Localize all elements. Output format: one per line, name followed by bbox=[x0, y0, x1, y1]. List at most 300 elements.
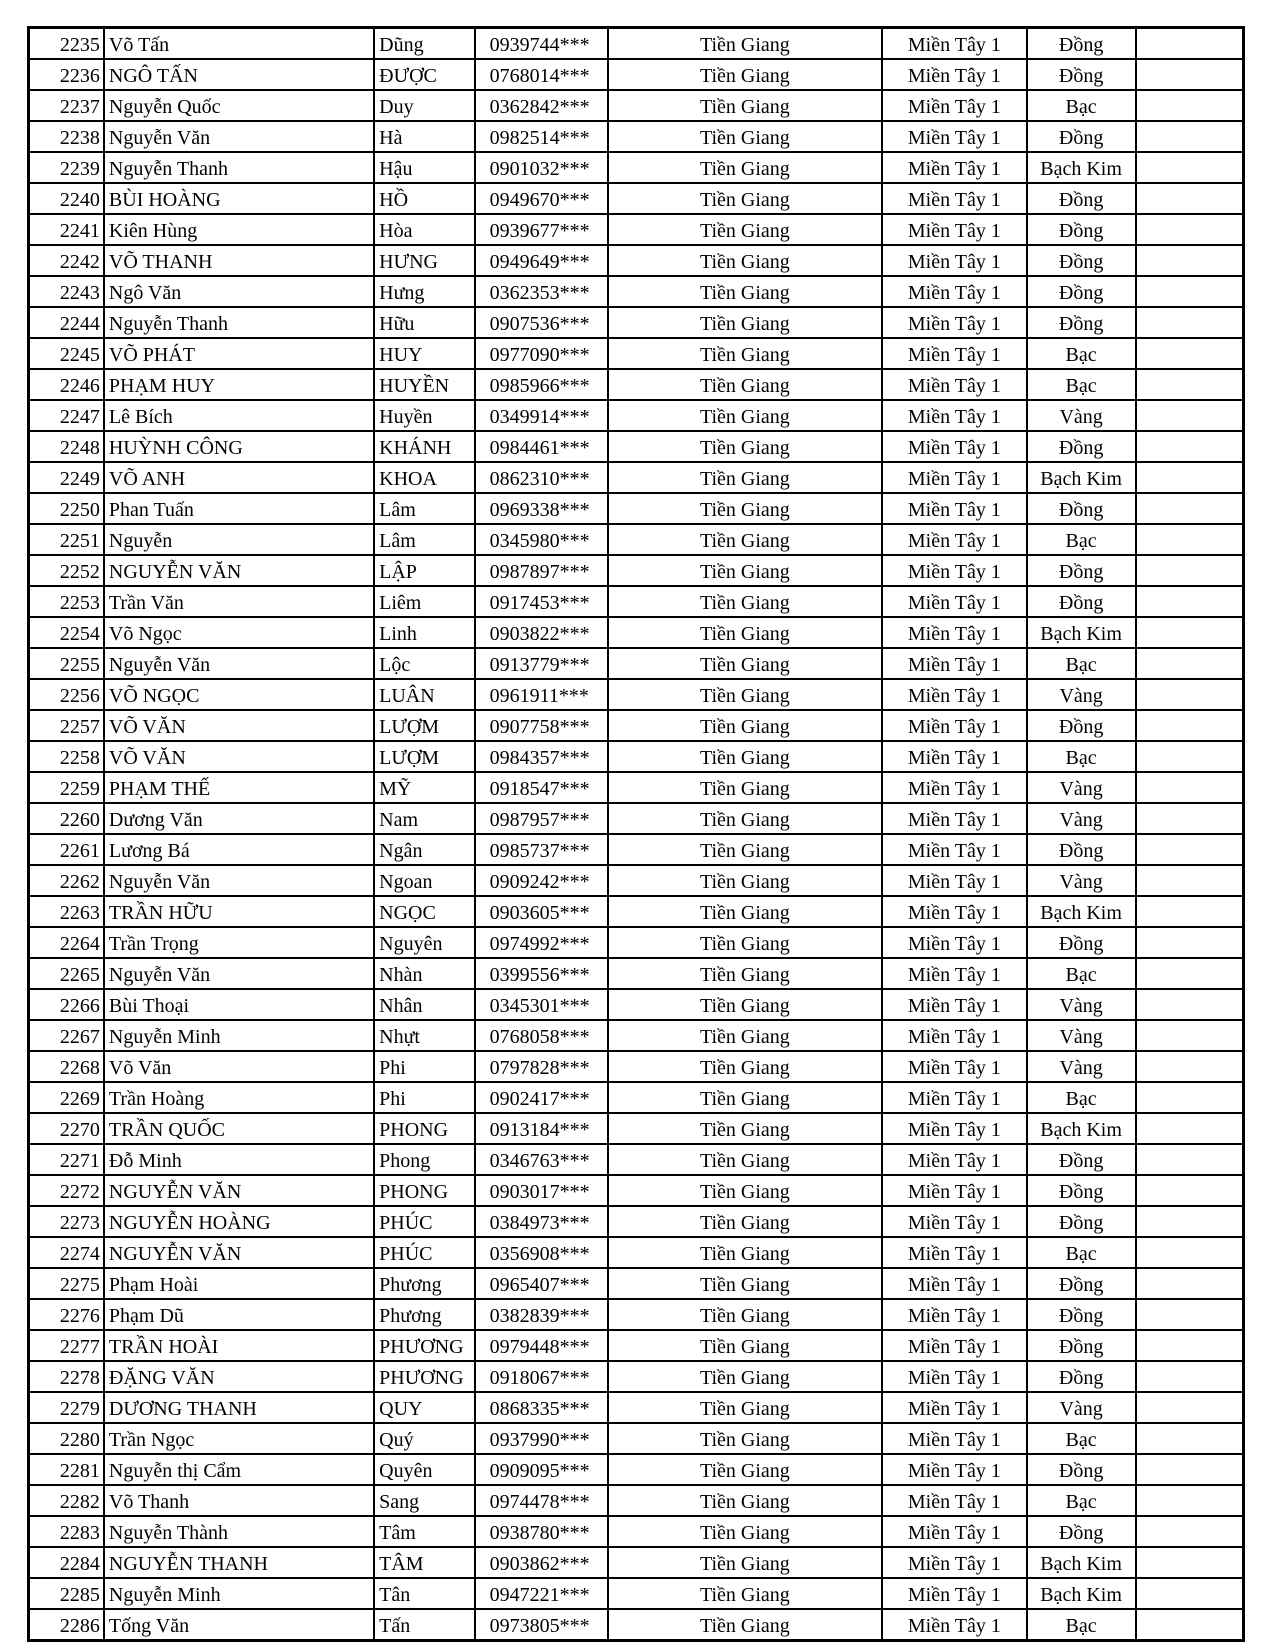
first-name-cell: PHÚC bbox=[374, 1206, 475, 1237]
note-cell bbox=[1136, 1547, 1244, 1578]
phone-cell: 0909095*** bbox=[475, 1454, 608, 1485]
phone-cell: 0903822*** bbox=[475, 617, 608, 648]
last-middle-name-cell: Lê Bích bbox=[104, 400, 374, 431]
row-number-cell: 2267 bbox=[29, 1020, 104, 1051]
tier-cell: Đồng bbox=[1027, 555, 1136, 586]
last-middle-name-cell: PHẠM HUY bbox=[104, 369, 374, 400]
region-cell: Miền Tây 1 bbox=[882, 462, 1027, 493]
last-middle-name-cell: Nguyễn Văn bbox=[104, 648, 374, 679]
province-cell: Tiền Giang bbox=[608, 1454, 882, 1485]
note-cell bbox=[1136, 307, 1244, 338]
row-number-cell: 2260 bbox=[29, 803, 104, 834]
first-name-cell: Tâm bbox=[374, 1516, 475, 1547]
province-cell: Tiền Giang bbox=[608, 524, 882, 555]
region-cell: Miền Tây 1 bbox=[882, 834, 1027, 865]
row-number-cell: 2269 bbox=[29, 1082, 104, 1113]
region-cell: Miền Tây 1 bbox=[882, 152, 1027, 183]
last-middle-name-cell: Võ Ngọc bbox=[104, 617, 374, 648]
first-name-cell: Sang bbox=[374, 1485, 475, 1516]
row-number-cell: 2285 bbox=[29, 1578, 104, 1609]
last-middle-name-cell: Lương Bá bbox=[104, 834, 374, 865]
note-cell bbox=[1136, 710, 1244, 741]
phone-cell: 0987957*** bbox=[475, 803, 608, 834]
province-cell: Tiền Giang bbox=[608, 772, 882, 803]
row-number-cell: 2281 bbox=[29, 1454, 104, 1485]
province-cell: Tiền Giang bbox=[608, 927, 882, 958]
last-middle-name-cell: Nguyễn Minh bbox=[104, 1578, 374, 1609]
region-cell: Miền Tây 1 bbox=[882, 1547, 1027, 1578]
tier-cell: Bạch Kim bbox=[1027, 1113, 1136, 1144]
first-name-cell: PHƯƠNG bbox=[374, 1361, 475, 1392]
note-cell bbox=[1136, 1144, 1244, 1175]
region-cell: Miền Tây 1 bbox=[882, 338, 1027, 369]
first-name-cell: ĐƯỢC bbox=[374, 59, 475, 90]
row-number-cell: 2270 bbox=[29, 1113, 104, 1144]
province-cell: Tiền Giang bbox=[608, 679, 882, 710]
phone-cell: 0356908*** bbox=[475, 1237, 608, 1268]
note-cell bbox=[1136, 1175, 1244, 1206]
row-number-cell: 2276 bbox=[29, 1299, 104, 1330]
note-cell bbox=[1136, 927, 1244, 958]
row-number-cell: 2273 bbox=[29, 1206, 104, 1237]
row-number-cell: 2237 bbox=[29, 90, 104, 121]
row-number-cell: 2236 bbox=[29, 59, 104, 90]
province-cell: Tiền Giang bbox=[608, 183, 882, 214]
last-middle-name-cell: Nguyễn Minh bbox=[104, 1020, 374, 1051]
tier-cell: Đồng bbox=[1027, 1361, 1136, 1392]
row-number-cell: 2268 bbox=[29, 1051, 104, 1082]
phone-cell: 0974478*** bbox=[475, 1485, 608, 1516]
region-cell: Miền Tây 1 bbox=[882, 1609, 1027, 1641]
phone-cell: 0979448*** bbox=[475, 1330, 608, 1361]
tier-cell: Vàng bbox=[1027, 772, 1136, 803]
first-name-cell: PHÚC bbox=[374, 1237, 475, 1268]
note-cell bbox=[1136, 679, 1244, 710]
region-cell: Miền Tây 1 bbox=[882, 1206, 1027, 1237]
table-row bbox=[29, 59, 1244, 90]
first-name-cell: HƯNG bbox=[374, 245, 475, 276]
tier-cell: Vàng bbox=[1027, 803, 1136, 834]
region-cell: Miền Tây 1 bbox=[882, 524, 1027, 555]
tier-cell: Bạc bbox=[1027, 90, 1136, 121]
region-cell: Miền Tây 1 bbox=[882, 1268, 1027, 1299]
note-cell bbox=[1136, 1578, 1244, 1609]
first-name-cell: QUY bbox=[374, 1392, 475, 1423]
row-number-cell: 2275 bbox=[29, 1268, 104, 1299]
tier-cell: Đồng bbox=[1027, 28, 1136, 60]
table-row bbox=[29, 493, 1244, 524]
last-middle-name-cell: TRẦN HOÀI bbox=[104, 1330, 374, 1361]
region-cell: Miền Tây 1 bbox=[882, 1392, 1027, 1423]
province-cell: Tiền Giang bbox=[608, 958, 882, 989]
tier-cell: Đồng bbox=[1027, 1175, 1136, 1206]
table-row bbox=[29, 710, 1244, 741]
province-cell: Tiền Giang bbox=[608, 1578, 882, 1609]
phone-cell: 0797828*** bbox=[475, 1051, 608, 1082]
note-cell bbox=[1136, 183, 1244, 214]
row-number-cell: 2239 bbox=[29, 152, 104, 183]
first-name-cell: Tấn bbox=[374, 1609, 475, 1641]
first-name-cell: PHONG bbox=[374, 1175, 475, 1206]
first-name-cell: LƯỢM bbox=[374, 741, 475, 772]
first-name-cell: LƯỢM bbox=[374, 710, 475, 741]
province-cell: Tiền Giang bbox=[608, 1144, 882, 1175]
region-cell: Miền Tây 1 bbox=[882, 276, 1027, 307]
province-cell: Tiền Giang bbox=[608, 1516, 882, 1547]
region-cell: Miền Tây 1 bbox=[882, 59, 1027, 90]
table-row bbox=[29, 400, 1244, 431]
province-cell: Tiền Giang bbox=[608, 307, 882, 338]
first-name-cell: Lâm bbox=[374, 493, 475, 524]
last-middle-name-cell: Tống Văn bbox=[104, 1609, 374, 1641]
first-name-cell: Lộc bbox=[374, 648, 475, 679]
region-cell: Miền Tây 1 bbox=[882, 183, 1027, 214]
note-cell bbox=[1136, 1609, 1244, 1641]
tier-cell: Bạch Kim bbox=[1027, 462, 1136, 493]
phone-cell: 0965407*** bbox=[475, 1268, 608, 1299]
tier-cell: Đồng bbox=[1027, 1330, 1136, 1361]
province-cell: Tiền Giang bbox=[608, 245, 882, 276]
table-row bbox=[29, 431, 1244, 462]
tier-cell: Bạch Kim bbox=[1027, 152, 1136, 183]
table-row bbox=[29, 462, 1244, 493]
table-row bbox=[29, 1237, 1244, 1268]
phone-cell: 0768014*** bbox=[475, 59, 608, 90]
row-number-cell: 2259 bbox=[29, 772, 104, 803]
last-middle-name-cell: Đỗ Minh bbox=[104, 1144, 374, 1175]
table-row bbox=[29, 958, 1244, 989]
row-number-cell: 2272 bbox=[29, 1175, 104, 1206]
region-cell: Miền Tây 1 bbox=[882, 1237, 1027, 1268]
first-name-cell: Nhàn bbox=[374, 958, 475, 989]
table-row bbox=[29, 803, 1244, 834]
region-cell: Miền Tây 1 bbox=[882, 741, 1027, 772]
region-cell: Miền Tây 1 bbox=[882, 989, 1027, 1020]
row-number-cell: 2246 bbox=[29, 369, 104, 400]
tier-cell: Bạc bbox=[1027, 524, 1136, 555]
last-middle-name-cell: Dương Văn bbox=[104, 803, 374, 834]
region-cell: Miền Tây 1 bbox=[882, 1516, 1027, 1547]
region-cell: Miền Tây 1 bbox=[882, 1454, 1027, 1485]
tier-cell: Vàng bbox=[1027, 1051, 1136, 1082]
note-cell bbox=[1136, 152, 1244, 183]
row-number-cell: 2279 bbox=[29, 1392, 104, 1423]
tier-cell: Bạch Kim bbox=[1027, 1547, 1136, 1578]
note-cell bbox=[1136, 431, 1244, 462]
row-number-cell: 2240 bbox=[29, 183, 104, 214]
region-cell: Miền Tây 1 bbox=[882, 28, 1027, 60]
phone-cell: 0913184*** bbox=[475, 1113, 608, 1144]
table-row bbox=[29, 617, 1244, 648]
tier-cell: Bạc bbox=[1027, 1237, 1136, 1268]
province-cell: Tiền Giang bbox=[608, 1392, 882, 1423]
phone-cell: 0913779*** bbox=[475, 648, 608, 679]
note-cell bbox=[1136, 989, 1244, 1020]
last-middle-name-cell: Phạm Hoài bbox=[104, 1268, 374, 1299]
table-row bbox=[29, 369, 1244, 400]
table-row bbox=[29, 1485, 1244, 1516]
table-row bbox=[29, 1516, 1244, 1547]
first-name-cell: Nguyên bbox=[374, 927, 475, 958]
table-row bbox=[29, 1330, 1244, 1361]
last-middle-name-cell: NGUYỄN VĂN bbox=[104, 1175, 374, 1206]
province-cell: Tiền Giang bbox=[608, 865, 882, 896]
tier-cell: Bạc bbox=[1027, 741, 1136, 772]
province-cell: Tiền Giang bbox=[608, 648, 882, 679]
row-number-cell: 2258 bbox=[29, 741, 104, 772]
region-cell: Miền Tây 1 bbox=[882, 1578, 1027, 1609]
first-name-cell: TÂM bbox=[374, 1547, 475, 1578]
province-cell: Tiền Giang bbox=[608, 1020, 882, 1051]
table-row bbox=[29, 1547, 1244, 1578]
region-cell: Miền Tây 1 bbox=[882, 245, 1027, 276]
note-cell bbox=[1136, 741, 1244, 772]
note-cell bbox=[1136, 28, 1244, 60]
region-cell: Miền Tây 1 bbox=[882, 586, 1027, 617]
table-row bbox=[29, 1392, 1244, 1423]
note-cell bbox=[1136, 1485, 1244, 1516]
last-middle-name-cell: Nguyễn Quốc bbox=[104, 90, 374, 121]
region-cell: Miền Tây 1 bbox=[882, 555, 1027, 586]
region-cell: Miền Tây 1 bbox=[882, 493, 1027, 524]
phone-cell: 0969338*** bbox=[475, 493, 608, 524]
province-cell: Tiền Giang bbox=[608, 1082, 882, 1113]
last-middle-name-cell: ĐẶNG VĂN bbox=[104, 1361, 374, 1392]
table-row bbox=[29, 1020, 1244, 1051]
last-middle-name-cell: Kiên Hùng bbox=[104, 214, 374, 245]
province-cell: Tiền Giang bbox=[608, 1299, 882, 1330]
row-number-cell: 2248 bbox=[29, 431, 104, 462]
last-middle-name-cell: Trần Văn bbox=[104, 586, 374, 617]
first-name-cell: Hà bbox=[374, 121, 475, 152]
first-name-cell: LUÂN bbox=[374, 679, 475, 710]
row-number-cell: 2242 bbox=[29, 245, 104, 276]
table-body bbox=[29, 28, 1244, 1641]
tier-cell: Đồng bbox=[1027, 1516, 1136, 1547]
tier-cell: Bạc bbox=[1027, 1485, 1136, 1516]
table-row bbox=[29, 1578, 1244, 1609]
phone-cell: 0907536*** bbox=[475, 307, 608, 338]
region-cell: Miền Tây 1 bbox=[882, 90, 1027, 121]
tier-cell: Vàng bbox=[1027, 989, 1136, 1020]
region-cell: Miền Tây 1 bbox=[882, 1485, 1027, 1516]
region-cell: Miền Tây 1 bbox=[882, 617, 1027, 648]
first-name-cell: Phương bbox=[374, 1268, 475, 1299]
phone-cell: 0768058*** bbox=[475, 1020, 608, 1051]
tier-cell: Đồng bbox=[1027, 710, 1136, 741]
table-row bbox=[29, 834, 1244, 865]
note-cell bbox=[1136, 121, 1244, 152]
region-cell: Miền Tây 1 bbox=[882, 1330, 1027, 1361]
province-cell: Tiền Giang bbox=[608, 1423, 882, 1454]
table-row bbox=[29, 679, 1244, 710]
tier-cell: Đồng bbox=[1027, 307, 1136, 338]
table-row bbox=[29, 741, 1244, 772]
last-middle-name-cell: VÕ THANH bbox=[104, 245, 374, 276]
last-middle-name-cell: Nguyễn Văn bbox=[104, 865, 374, 896]
last-middle-name-cell: Nguyễn Thành bbox=[104, 1516, 374, 1547]
table-row bbox=[29, 338, 1244, 369]
last-middle-name-cell: TRẦN HỮU bbox=[104, 896, 374, 927]
note-cell bbox=[1136, 462, 1244, 493]
province-cell: Tiền Giang bbox=[608, 1485, 882, 1516]
last-middle-name-cell: Ngô Văn bbox=[104, 276, 374, 307]
last-middle-name-cell: VÕ NGỌC bbox=[104, 679, 374, 710]
table-row bbox=[29, 1299, 1244, 1330]
row-number-cell: 2266 bbox=[29, 989, 104, 1020]
province-cell: Tiền Giang bbox=[608, 617, 882, 648]
first-name-cell: Ngân bbox=[374, 834, 475, 865]
note-cell bbox=[1136, 1113, 1244, 1144]
phone-cell: 0949670*** bbox=[475, 183, 608, 214]
table-row bbox=[29, 648, 1244, 679]
note-cell bbox=[1136, 586, 1244, 617]
table-row bbox=[29, 927, 1244, 958]
first-name-cell: Hòa bbox=[374, 214, 475, 245]
note-cell bbox=[1136, 1392, 1244, 1423]
table-row bbox=[29, 1423, 1244, 1454]
first-name-cell: NGỌC bbox=[374, 896, 475, 927]
phone-cell: 0903605*** bbox=[475, 896, 608, 927]
province-cell: Tiền Giang bbox=[608, 710, 882, 741]
province-cell: Tiền Giang bbox=[608, 462, 882, 493]
phone-cell: 0961911*** bbox=[475, 679, 608, 710]
province-cell: Tiền Giang bbox=[608, 369, 882, 400]
phone-cell: 0903017*** bbox=[475, 1175, 608, 1206]
tier-cell: Đồng bbox=[1027, 834, 1136, 865]
tier-cell: Bạc bbox=[1027, 369, 1136, 400]
first-name-cell: Nhựt bbox=[374, 1020, 475, 1051]
region-cell: Miền Tây 1 bbox=[882, 431, 1027, 462]
tier-cell: Vàng bbox=[1027, 865, 1136, 896]
first-name-cell: KHÁNH bbox=[374, 431, 475, 462]
table-row bbox=[29, 1609, 1244, 1641]
province-cell: Tiền Giang bbox=[608, 834, 882, 865]
province-cell: Tiền Giang bbox=[608, 586, 882, 617]
note-cell bbox=[1136, 400, 1244, 431]
region-cell: Miền Tây 1 bbox=[882, 214, 1027, 245]
phone-cell: 0987897*** bbox=[475, 555, 608, 586]
first-name-cell: Lâm bbox=[374, 524, 475, 555]
phone-cell: 0949649*** bbox=[475, 245, 608, 276]
note-cell bbox=[1136, 245, 1244, 276]
phone-cell: 0974992*** bbox=[475, 927, 608, 958]
note-cell bbox=[1136, 1454, 1244, 1485]
region-cell: Miền Tây 1 bbox=[882, 710, 1027, 741]
tier-cell: Đồng bbox=[1027, 1144, 1136, 1175]
tier-cell: Đồng bbox=[1027, 493, 1136, 524]
first-name-cell: Huyền bbox=[374, 400, 475, 431]
row-number-cell: 2252 bbox=[29, 555, 104, 586]
region-cell: Miền Tây 1 bbox=[882, 803, 1027, 834]
region-cell: Miền Tây 1 bbox=[882, 927, 1027, 958]
note-cell bbox=[1136, 1268, 1244, 1299]
note-cell bbox=[1136, 1423, 1244, 1454]
table-row bbox=[29, 28, 1244, 60]
table-row bbox=[29, 1082, 1244, 1113]
phone-cell: 0399556*** bbox=[475, 958, 608, 989]
row-number-cell: 2247 bbox=[29, 400, 104, 431]
row-number-cell: 2251 bbox=[29, 524, 104, 555]
province-cell: Tiền Giang bbox=[608, 90, 882, 121]
last-middle-name-cell: Nguyễn Văn bbox=[104, 958, 374, 989]
row-number-cell: 2245 bbox=[29, 338, 104, 369]
tier-cell: Đồng bbox=[1027, 1454, 1136, 1485]
row-number-cell: 2238 bbox=[29, 121, 104, 152]
province-cell: Tiền Giang bbox=[608, 741, 882, 772]
first-name-cell: HUYỀN bbox=[374, 369, 475, 400]
note-cell bbox=[1136, 1082, 1244, 1113]
province-cell: Tiền Giang bbox=[608, 1206, 882, 1237]
note-cell bbox=[1136, 555, 1244, 586]
table-row bbox=[29, 1361, 1244, 1392]
phone-cell: 0977090*** bbox=[475, 338, 608, 369]
tier-cell: Vàng bbox=[1027, 1392, 1136, 1423]
note-cell bbox=[1136, 772, 1244, 803]
first-name-cell: Phi bbox=[374, 1082, 475, 1113]
row-number-cell: 2249 bbox=[29, 462, 104, 493]
row-number-cell: 2250 bbox=[29, 493, 104, 524]
first-name-cell: Linh bbox=[374, 617, 475, 648]
note-cell bbox=[1136, 1299, 1244, 1330]
note-cell bbox=[1136, 1516, 1244, 1547]
last-middle-name-cell: Nguyễn Thanh bbox=[104, 307, 374, 338]
last-middle-name-cell: Võ Tấn bbox=[104, 28, 374, 60]
first-name-cell: Quý bbox=[374, 1423, 475, 1454]
last-middle-name-cell: Nguyễn bbox=[104, 524, 374, 555]
first-name-cell: Nhân bbox=[374, 989, 475, 1020]
phone-cell: 0938780*** bbox=[475, 1516, 608, 1547]
note-cell bbox=[1136, 524, 1244, 555]
first-name-cell: Duy bbox=[374, 90, 475, 121]
phone-cell: 0362842*** bbox=[475, 90, 608, 121]
first-name-cell: KHOA bbox=[374, 462, 475, 493]
region-cell: Miền Tây 1 bbox=[882, 400, 1027, 431]
tier-cell: Đồng bbox=[1027, 245, 1136, 276]
last-middle-name-cell: TRẦN QUỐC bbox=[104, 1113, 374, 1144]
first-name-cell: Phương bbox=[374, 1299, 475, 1330]
phone-cell: 0345980*** bbox=[475, 524, 608, 555]
row-number-cell: 2241 bbox=[29, 214, 104, 245]
row-number-cell: 2256 bbox=[29, 679, 104, 710]
last-middle-name-cell: NGUYỄN HOÀNG bbox=[104, 1206, 374, 1237]
first-name-cell: Ngoan bbox=[374, 865, 475, 896]
row-number-cell: 2282 bbox=[29, 1485, 104, 1516]
phone-cell: 0984461*** bbox=[475, 431, 608, 462]
province-cell: Tiền Giang bbox=[608, 431, 882, 462]
row-number-cell: 2262 bbox=[29, 865, 104, 896]
row-number-cell: 2263 bbox=[29, 896, 104, 927]
phone-cell: 0362353*** bbox=[475, 276, 608, 307]
last-middle-name-cell: HUỲNH CÔNG bbox=[104, 431, 374, 462]
note-cell bbox=[1136, 1330, 1244, 1361]
table-row bbox=[29, 1175, 1244, 1206]
row-number-cell: 2283 bbox=[29, 1516, 104, 1547]
note-cell bbox=[1136, 1237, 1244, 1268]
province-cell: Tiền Giang bbox=[608, 59, 882, 90]
table-row bbox=[29, 183, 1244, 214]
tier-cell: Bạc bbox=[1027, 958, 1136, 989]
first-name-cell: HỒ bbox=[374, 183, 475, 214]
phone-cell: 0384973*** bbox=[475, 1206, 608, 1237]
province-cell: Tiền Giang bbox=[608, 28, 882, 60]
last-middle-name-cell: Phạm Dũ bbox=[104, 1299, 374, 1330]
note-cell bbox=[1136, 369, 1244, 400]
province-cell: Tiền Giang bbox=[608, 1361, 882, 1392]
province-cell: Tiền Giang bbox=[608, 1175, 882, 1206]
note-cell bbox=[1136, 1020, 1244, 1051]
region-cell: Miền Tây 1 bbox=[882, 772, 1027, 803]
